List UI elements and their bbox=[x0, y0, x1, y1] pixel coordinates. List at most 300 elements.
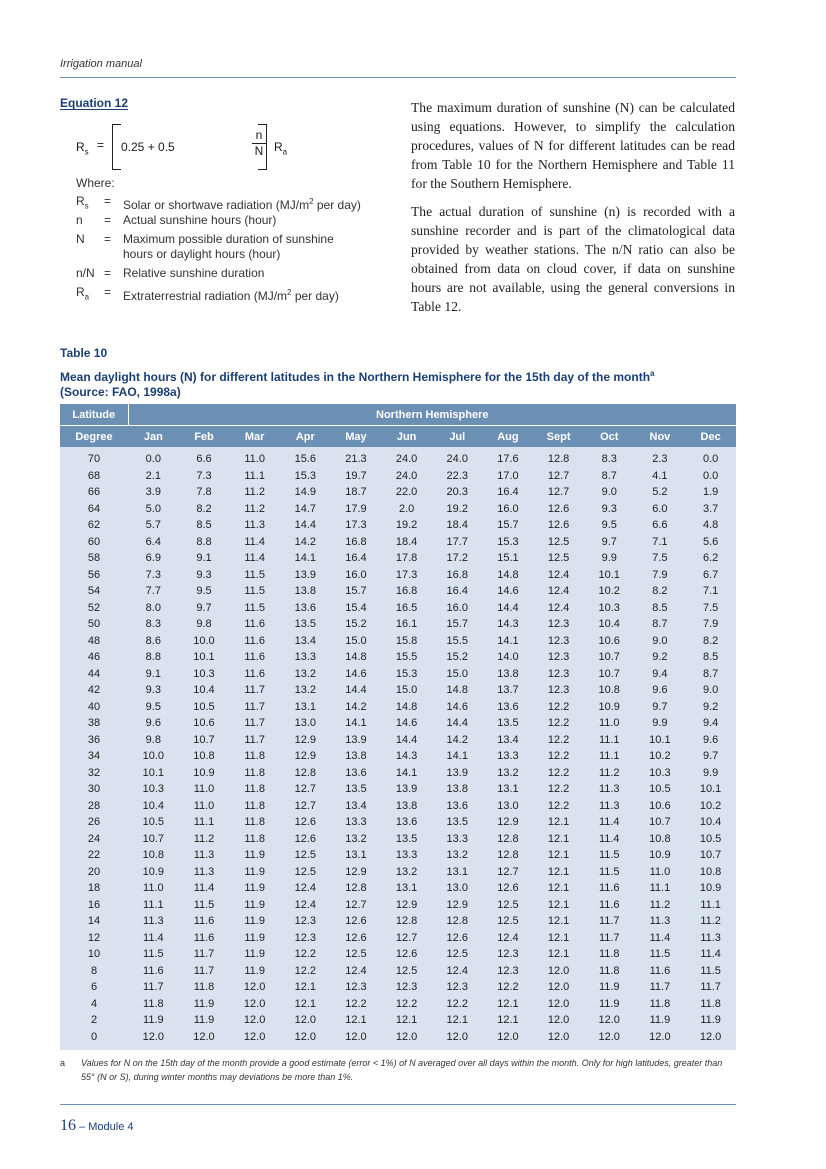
value-cell: 14.8 bbox=[446, 684, 468, 697]
header-rule bbox=[60, 77, 736, 78]
value-cell: 12.6 bbox=[547, 502, 570, 515]
value-cell: 10.5 bbox=[193, 700, 215, 713]
footnote-text: Values for N on the 15th day of the month provide a good estimate (error < 1%) of N averaged over all days within the month. Only for high latitudes, greater than 55° (N or S), during winter months may deviations be more than 1%. bbox=[81, 1058, 723, 1082]
value-cell: 11.9 bbox=[598, 997, 620, 1010]
table-row bbox=[60, 979, 736, 996]
value-cell: 10.7 bbox=[193, 733, 215, 746]
value-cell: 12.7 bbox=[294, 799, 316, 812]
value-cell: 9.3 bbox=[196, 568, 212, 581]
value-cell: 11.4 bbox=[700, 948, 721, 961]
value-cell: 11.7 bbox=[598, 931, 620, 944]
value-cell: 11.3 bbox=[244, 519, 265, 532]
value-cell: 14.0 bbox=[497, 651, 519, 664]
value-cell: 11.6 bbox=[143, 964, 164, 977]
value-cell: 14.2 bbox=[446, 733, 468, 746]
value-cell: 12.1 bbox=[547, 849, 570, 862]
value-cell: 13.8 bbox=[497, 667, 519, 680]
value-cell: 11.3 bbox=[598, 799, 620, 812]
value-cell: 13.3 bbox=[446, 832, 468, 845]
latitude-cell: 16 bbox=[87, 898, 101, 911]
value-cell: 16.0 bbox=[446, 601, 468, 614]
latitude-cell: 30 bbox=[87, 783, 101, 796]
value-cell: 16.0 bbox=[345, 568, 367, 581]
value-cell: 12.4 bbox=[345, 964, 367, 977]
value-cell: 12.1 bbox=[547, 865, 570, 878]
fraction-numerator: n bbox=[252, 128, 266, 144]
value-cell: 9.6 bbox=[145, 717, 161, 730]
value-cell: 10.7 bbox=[649, 816, 671, 829]
value-cell: 12.9 bbox=[294, 733, 316, 746]
value-cell: 13.8 bbox=[294, 585, 316, 598]
latitude-cell: 14 bbox=[87, 915, 101, 928]
value-cell: 8.5 bbox=[702, 651, 719, 664]
latitude-cell: 10 bbox=[87, 948, 101, 961]
value-cell: 11.9 bbox=[244, 915, 265, 928]
value-cell: 11.5 bbox=[244, 601, 265, 614]
latitude-cell: 0 bbox=[90, 1030, 98, 1043]
latitude-cell: 18 bbox=[87, 882, 101, 895]
definition-symbol: $R_s$ bbox=[76, 194, 89, 211]
table-row bbox=[60, 468, 736, 485]
value-cell: 13.7 bbox=[497, 684, 519, 697]
value-cell: 16.4 bbox=[497, 486, 519, 499]
value-cell: 17.6 bbox=[497, 453, 519, 466]
value-cell: 4.1 bbox=[652, 469, 668, 482]
latitude-cell: 54 bbox=[87, 585, 101, 598]
value-cell: 12.1 bbox=[395, 1014, 418, 1027]
value-cell: 7.3 bbox=[196, 469, 212, 482]
value-cell: 11.2 bbox=[649, 898, 671, 911]
value-cell: 12.3 bbox=[294, 931, 316, 944]
value-cell: 11.5 bbox=[193, 898, 215, 911]
table-row bbox=[60, 633, 736, 650]
header-month: Jul bbox=[432, 426, 483, 448]
latitude-cell: 22 bbox=[87, 849, 101, 862]
value-cell: 11.8 bbox=[244, 750, 265, 763]
value-cell: 11.7 bbox=[244, 733, 265, 746]
value-cell: 17.0 bbox=[497, 469, 519, 482]
value-cell: 15.3 bbox=[497, 535, 519, 548]
header-degree: Degree bbox=[60, 426, 128, 448]
value-cell: 11.8 bbox=[193, 981, 215, 994]
formula-middle: 0.25 + 0.5 bbox=[121, 140, 175, 154]
value-cell: 10.7 bbox=[699, 849, 722, 862]
definition-symbol: N bbox=[76, 232, 85, 246]
value-cell: 11.2 bbox=[244, 486, 265, 499]
value-cell: 11.5 bbox=[244, 585, 265, 598]
formula-rhs: $R_a$ bbox=[274, 140, 288, 157]
value-cell: 12.0 bbox=[294, 1030, 316, 1043]
value-cell: 12.5 bbox=[547, 535, 570, 548]
value-cell: 14.8 bbox=[395, 700, 418, 713]
latitude-cell: 66 bbox=[87, 486, 101, 499]
value-cell: 12.3 bbox=[547, 651, 570, 664]
value-cell: 11.8 bbox=[598, 964, 620, 977]
formula-equals: = bbox=[97, 138, 105, 152]
left-bracket bbox=[112, 124, 121, 170]
value-cell: 9.0 bbox=[601, 486, 617, 499]
value-cell: 12.2 bbox=[547, 700, 570, 713]
value-cell: 15.8 bbox=[395, 634, 418, 647]
value-cell: 12.3 bbox=[547, 684, 570, 697]
value-cell: 12.1 bbox=[294, 981, 316, 994]
value-cell: 9.2 bbox=[652, 651, 668, 664]
value-cell: 8.2 bbox=[652, 585, 668, 598]
value-cell: 12.0 bbox=[547, 997, 570, 1010]
table-row bbox=[60, 501, 736, 518]
latitude-cell: 42 bbox=[87, 684, 101, 697]
value-cell: 12.5 bbox=[497, 915, 519, 928]
value-cell: 10.7 bbox=[598, 667, 620, 680]
value-cell: 8.7 bbox=[652, 618, 668, 631]
value-cell: 10.8 bbox=[598, 684, 620, 697]
value-cell: 15.2 bbox=[446, 651, 468, 664]
table-row bbox=[60, 1012, 736, 1029]
value-cell: 10.3 bbox=[193, 667, 215, 680]
value-cell: 11.4 bbox=[193, 882, 215, 895]
value-cell: 12.8 bbox=[547, 453, 570, 466]
value-cell: 8.7 bbox=[702, 667, 719, 680]
value-cell: 7.5 bbox=[702, 601, 719, 614]
paragraph: The actual duration of sunshine (n) is recorded with a sunshine recorder and is part of the climatological data provided by weather stations. The n/N ratio can also be obtained from data on cloud cover, if data on sunshine hours are not available, using the general conversions in Table 12. bbox=[411, 204, 735, 314]
latitude-cell: 28 bbox=[87, 799, 101, 812]
value-cell: 1.9 bbox=[702, 486, 719, 499]
value-cell: 11.1 bbox=[598, 750, 620, 763]
table-row bbox=[60, 699, 736, 716]
value-cell: 11.4 bbox=[598, 832, 620, 845]
value-cell: 10.9 bbox=[142, 865, 165, 878]
value-cell: 8.3 bbox=[145, 618, 161, 631]
table-row bbox=[60, 447, 736, 468]
definition-equals: = bbox=[104, 285, 112, 299]
header-month: Mar bbox=[229, 426, 280, 448]
footer-separator: – bbox=[76, 1121, 89, 1133]
latitude-cell: 52 bbox=[87, 601, 101, 614]
value-cell: 11.1 bbox=[700, 898, 721, 911]
value-cell: 6.6 bbox=[652, 519, 668, 532]
table-row bbox=[60, 583, 736, 600]
value-cell: 9.4 bbox=[702, 717, 719, 730]
value-cell: 9.3 bbox=[145, 684, 161, 697]
value-cell: 13.4 bbox=[294, 634, 316, 647]
latitude-cell: 62 bbox=[87, 519, 101, 532]
definition-text: Relative sunshine duration bbox=[123, 266, 265, 280]
table-row bbox=[60, 864, 736, 881]
value-cell: 12.6 bbox=[294, 816, 316, 829]
header-latitude: Latitude bbox=[60, 404, 128, 426]
value-cell: 11.7 bbox=[143, 981, 164, 994]
value-cell: 12.4 bbox=[294, 882, 316, 895]
value-cell: 0.0 bbox=[145, 453, 161, 466]
value-cell: 12.3 bbox=[294, 915, 316, 928]
value-cell: 15.0 bbox=[345, 634, 367, 647]
table-header-row bbox=[60, 404, 736, 426]
value-cell: 10.0 bbox=[142, 750, 165, 763]
value-cell: 13.0 bbox=[497, 799, 519, 812]
value-cell: 9.7 bbox=[652, 700, 668, 713]
value-cell: 12.0 bbox=[243, 1014, 266, 1027]
value-cell: 11.9 bbox=[143, 1014, 164, 1027]
value-cell: 11.5 bbox=[598, 865, 620, 878]
value-cell: 12.0 bbox=[345, 1030, 367, 1043]
latitude-cell: 44 bbox=[87, 667, 101, 680]
value-cell: 11.2 bbox=[193, 832, 215, 845]
value-cell: 16.8 bbox=[395, 585, 418, 598]
value-cell: 9.0 bbox=[652, 634, 668, 647]
value-cell: 11.0 bbox=[649, 865, 671, 878]
value-cell: 14.6 bbox=[395, 717, 418, 730]
value-cell: 9.1 bbox=[145, 667, 161, 680]
value-cell: 12.8 bbox=[446, 915, 468, 928]
latitude-cell: 56 bbox=[87, 568, 101, 581]
value-cell: 6.2 bbox=[702, 552, 719, 565]
value-cell: 13.5 bbox=[446, 816, 468, 829]
value-cell: 14.4 bbox=[345, 684, 367, 697]
paragraph: The maximum duration of sunshine (N) can be calculated using equations. However, to simplify the calculation procedures, values of N for different latitudes can be read from Table 10 for the Northern Hemisphere and Table 11 for the Southern Hemisphere. bbox=[411, 100, 735, 191]
table-row bbox=[60, 732, 736, 749]
value-cell: 15.0 bbox=[395, 684, 418, 697]
value-cell: 9.9 bbox=[652, 717, 668, 730]
value-cell: 12.2 bbox=[547, 733, 570, 746]
header-month: Aug bbox=[483, 426, 534, 448]
value-cell: 8.0 bbox=[145, 601, 161, 614]
value-cell: 12.2 bbox=[547, 799, 570, 812]
value-cell: 11.9 bbox=[598, 981, 620, 994]
value-cell: 10.4 bbox=[142, 799, 165, 812]
value-cell: 11.6 bbox=[244, 651, 265, 664]
value-cell: 12.2 bbox=[446, 997, 468, 1010]
value-cell: 10.1 bbox=[598, 568, 620, 581]
value-cell: 11.4 bbox=[244, 552, 265, 565]
value-cell: 12.6 bbox=[294, 832, 316, 845]
value-cell: 13.8 bbox=[446, 783, 468, 796]
value-cell: 12.3 bbox=[446, 981, 468, 994]
latitude-cell: 36 bbox=[87, 733, 101, 746]
value-cell: 11.1 bbox=[598, 733, 620, 746]
value-cell: 12.1 bbox=[497, 997, 519, 1010]
value-cell: 5.2 bbox=[652, 486, 668, 499]
value-cell: 9.6 bbox=[652, 684, 668, 697]
value-cell: 8.2 bbox=[196, 502, 212, 515]
value-cell: 13.3 bbox=[497, 750, 519, 763]
value-cell: 12.7 bbox=[395, 931, 418, 944]
value-cell: 12.0 bbox=[649, 1030, 671, 1043]
value-cell: 11.0 bbox=[244, 453, 265, 466]
value-cell: 14.3 bbox=[497, 618, 519, 631]
value-cell: 17.3 bbox=[395, 568, 418, 581]
value-cell: 11.6 bbox=[649, 964, 671, 977]
value-cell: 13.0 bbox=[446, 882, 468, 895]
definition-text: Extraterrestrial radiation ($MJ/m^2$ per day) bbox=[123, 288, 339, 303]
value-cell: 6.6 bbox=[196, 453, 212, 466]
value-cell: 14.1 bbox=[395, 766, 418, 779]
table-row bbox=[60, 484, 736, 501]
value-cell: 11.9 bbox=[244, 898, 265, 911]
value-cell: 22.3 bbox=[446, 469, 468, 482]
value-cell: 11.9 bbox=[244, 948, 265, 961]
value-cell: 8.5 bbox=[196, 519, 212, 532]
value-cell: 12.1 bbox=[446, 1014, 468, 1027]
value-cell: 11.9 bbox=[244, 882, 265, 895]
value-cell: 15.6 bbox=[294, 453, 316, 466]
value-cell: 6.0 bbox=[652, 502, 668, 515]
value-cell: 12.2 bbox=[395, 997, 418, 1010]
value-cell: 11.4 bbox=[143, 931, 164, 944]
footnote-mark: a bbox=[60, 1058, 66, 1068]
value-cell: 4.8 bbox=[702, 519, 719, 532]
value-cell: 11.9 bbox=[193, 1014, 215, 1027]
value-cell: 7.3 bbox=[145, 568, 161, 581]
table-row bbox=[60, 600, 736, 617]
table-row bbox=[60, 715, 736, 732]
value-cell: 14.1 bbox=[345, 717, 367, 730]
value-cell: 7.5 bbox=[652, 552, 668, 565]
value-cell: 12.3 bbox=[547, 667, 570, 680]
value-cell: 2.0 bbox=[398, 502, 415, 515]
value-cell: 11.4 bbox=[244, 535, 265, 548]
table-row bbox=[60, 831, 736, 848]
value-cell: 12.2 bbox=[547, 766, 570, 779]
value-cell: 9.9 bbox=[702, 766, 719, 779]
value-cell: 11.7 bbox=[649, 981, 671, 994]
value-cell: 10.2 bbox=[649, 750, 671, 763]
value-cell: 10.7 bbox=[142, 832, 165, 845]
value-cell: 11.9 bbox=[244, 931, 265, 944]
value-cell: 12.0 bbox=[547, 1014, 570, 1027]
table-row bbox=[60, 781, 736, 798]
value-cell: 7.9 bbox=[702, 618, 719, 631]
value-cell: 14.9 bbox=[294, 486, 316, 499]
value-cell: 12.5 bbox=[446, 948, 468, 961]
value-cell: 14.2 bbox=[345, 700, 367, 713]
value-cell: 11.7 bbox=[244, 684, 265, 697]
table-row bbox=[60, 913, 736, 930]
value-cell: 9.8 bbox=[196, 618, 212, 631]
value-cell: 11.2 bbox=[700, 915, 721, 928]
value-cell: 7.7 bbox=[145, 585, 161, 598]
value-cell: 12.2 bbox=[294, 948, 316, 961]
value-cell: 0.0 bbox=[702, 453, 719, 466]
value-cell: 10.3 bbox=[649, 766, 671, 779]
table-row bbox=[60, 798, 736, 815]
value-cell: 12.2 bbox=[547, 750, 570, 763]
value-cell: 12.3 bbox=[497, 964, 519, 977]
value-cell: 12.0 bbox=[243, 981, 266, 994]
value-cell: 19.2 bbox=[446, 502, 468, 515]
value-cell: 14.3 bbox=[395, 750, 418, 763]
value-cell: 12.0 bbox=[547, 1030, 570, 1043]
value-cell: 12.4 bbox=[294, 898, 316, 911]
value-cell: 11.7 bbox=[244, 717, 265, 730]
value-cell: 12.3 bbox=[547, 634, 570, 647]
value-cell: 2.1 bbox=[145, 469, 161, 482]
value-cell: 16.4 bbox=[345, 552, 367, 565]
value-cell: 13.6 bbox=[294, 601, 316, 614]
table-row bbox=[60, 946, 736, 963]
value-cell: 11.7 bbox=[700, 981, 721, 994]
value-cell: 3.9 bbox=[145, 486, 161, 499]
value-cell: 12.9 bbox=[294, 750, 316, 763]
value-cell: 9.8 bbox=[145, 733, 161, 746]
latitude-cell: 60 bbox=[87, 535, 101, 548]
value-cell: 16.1 bbox=[395, 618, 418, 631]
value-cell: 11.5 bbox=[244, 568, 265, 581]
value-cell: 11.1 bbox=[649, 882, 671, 895]
value-cell: 13.3 bbox=[395, 849, 418, 862]
value-cell: 13.1 bbox=[446, 865, 468, 878]
value-cell: 11.1 bbox=[244, 469, 265, 482]
value-cell: 13.9 bbox=[294, 568, 316, 581]
value-cell: 11.5 bbox=[143, 948, 164, 961]
value-cell: 12.5 bbox=[294, 865, 316, 878]
value-cell: 13.5 bbox=[497, 717, 519, 730]
value-cell: 13.2 bbox=[497, 766, 519, 779]
value-cell: 11.5 bbox=[700, 964, 721, 977]
value-cell: 15.5 bbox=[446, 634, 468, 647]
value-cell: 12.6 bbox=[547, 519, 570, 532]
definition-text: Actual sunshine hours (hour) bbox=[123, 213, 277, 227]
table-row bbox=[60, 666, 736, 683]
value-cell: 12.0 bbox=[699, 1030, 722, 1043]
value-cell: 10.1 bbox=[193, 651, 215, 664]
value-cell: 15.5 bbox=[395, 651, 418, 664]
value-cell: 10.0 bbox=[193, 634, 215, 647]
table-row bbox=[60, 682, 736, 699]
value-cell: 13.6 bbox=[497, 700, 519, 713]
value-cell: 12.1 bbox=[547, 915, 570, 928]
table-row bbox=[60, 517, 736, 534]
value-cell: 12.6 bbox=[395, 948, 418, 961]
page-number: 16 bbox=[60, 1117, 76, 1134]
latitude-cell: 68 bbox=[87, 469, 101, 482]
value-cell: 15.2 bbox=[345, 618, 367, 631]
value-cell: 24.0 bbox=[395, 469, 418, 482]
table-row bbox=[60, 1029, 736, 1046]
value-cell: 0.0 bbox=[702, 469, 719, 482]
value-cell: 11.6 bbox=[598, 882, 620, 895]
value-cell: 13.1 bbox=[497, 783, 519, 796]
value-cell: 10.5 bbox=[649, 783, 671, 796]
value-cell: 11.0 bbox=[598, 717, 620, 730]
value-cell: 11.6 bbox=[193, 915, 215, 928]
value-cell: 15.4 bbox=[345, 601, 367, 614]
value-cell: 10.7 bbox=[598, 651, 620, 664]
value-cell: 9.5 bbox=[145, 700, 161, 713]
header-month: Dec bbox=[685, 426, 736, 448]
value-cell: 15.1 bbox=[497, 552, 519, 565]
value-cell: 13.6 bbox=[395, 816, 418, 829]
value-cell: 17.8 bbox=[395, 552, 418, 565]
value-cell: 12.7 bbox=[497, 865, 519, 878]
value-cell: 9.7 bbox=[196, 601, 212, 614]
value-cell: 11.7 bbox=[598, 915, 620, 928]
value-cell: 11.9 bbox=[700, 1014, 721, 1027]
value-cell: 12.5 bbox=[395, 964, 418, 977]
fraction-denominator: N bbox=[254, 144, 264, 158]
table-row bbox=[60, 963, 736, 980]
value-cell: 13.5 bbox=[395, 832, 418, 845]
value-cell: 12.9 bbox=[395, 898, 418, 911]
value-cell: 12.0 bbox=[294, 1014, 316, 1027]
value-cell: 10.2 bbox=[699, 799, 722, 812]
value-cell: 9.9 bbox=[601, 552, 617, 565]
header-month: Jun bbox=[381, 426, 432, 448]
value-cell: 12.1 bbox=[547, 898, 570, 911]
value-cell: 10.9 bbox=[193, 766, 215, 779]
value-cell: 13.5 bbox=[294, 618, 316, 631]
value-cell: 15.7 bbox=[446, 618, 468, 631]
value-cell: 11.6 bbox=[244, 618, 265, 631]
